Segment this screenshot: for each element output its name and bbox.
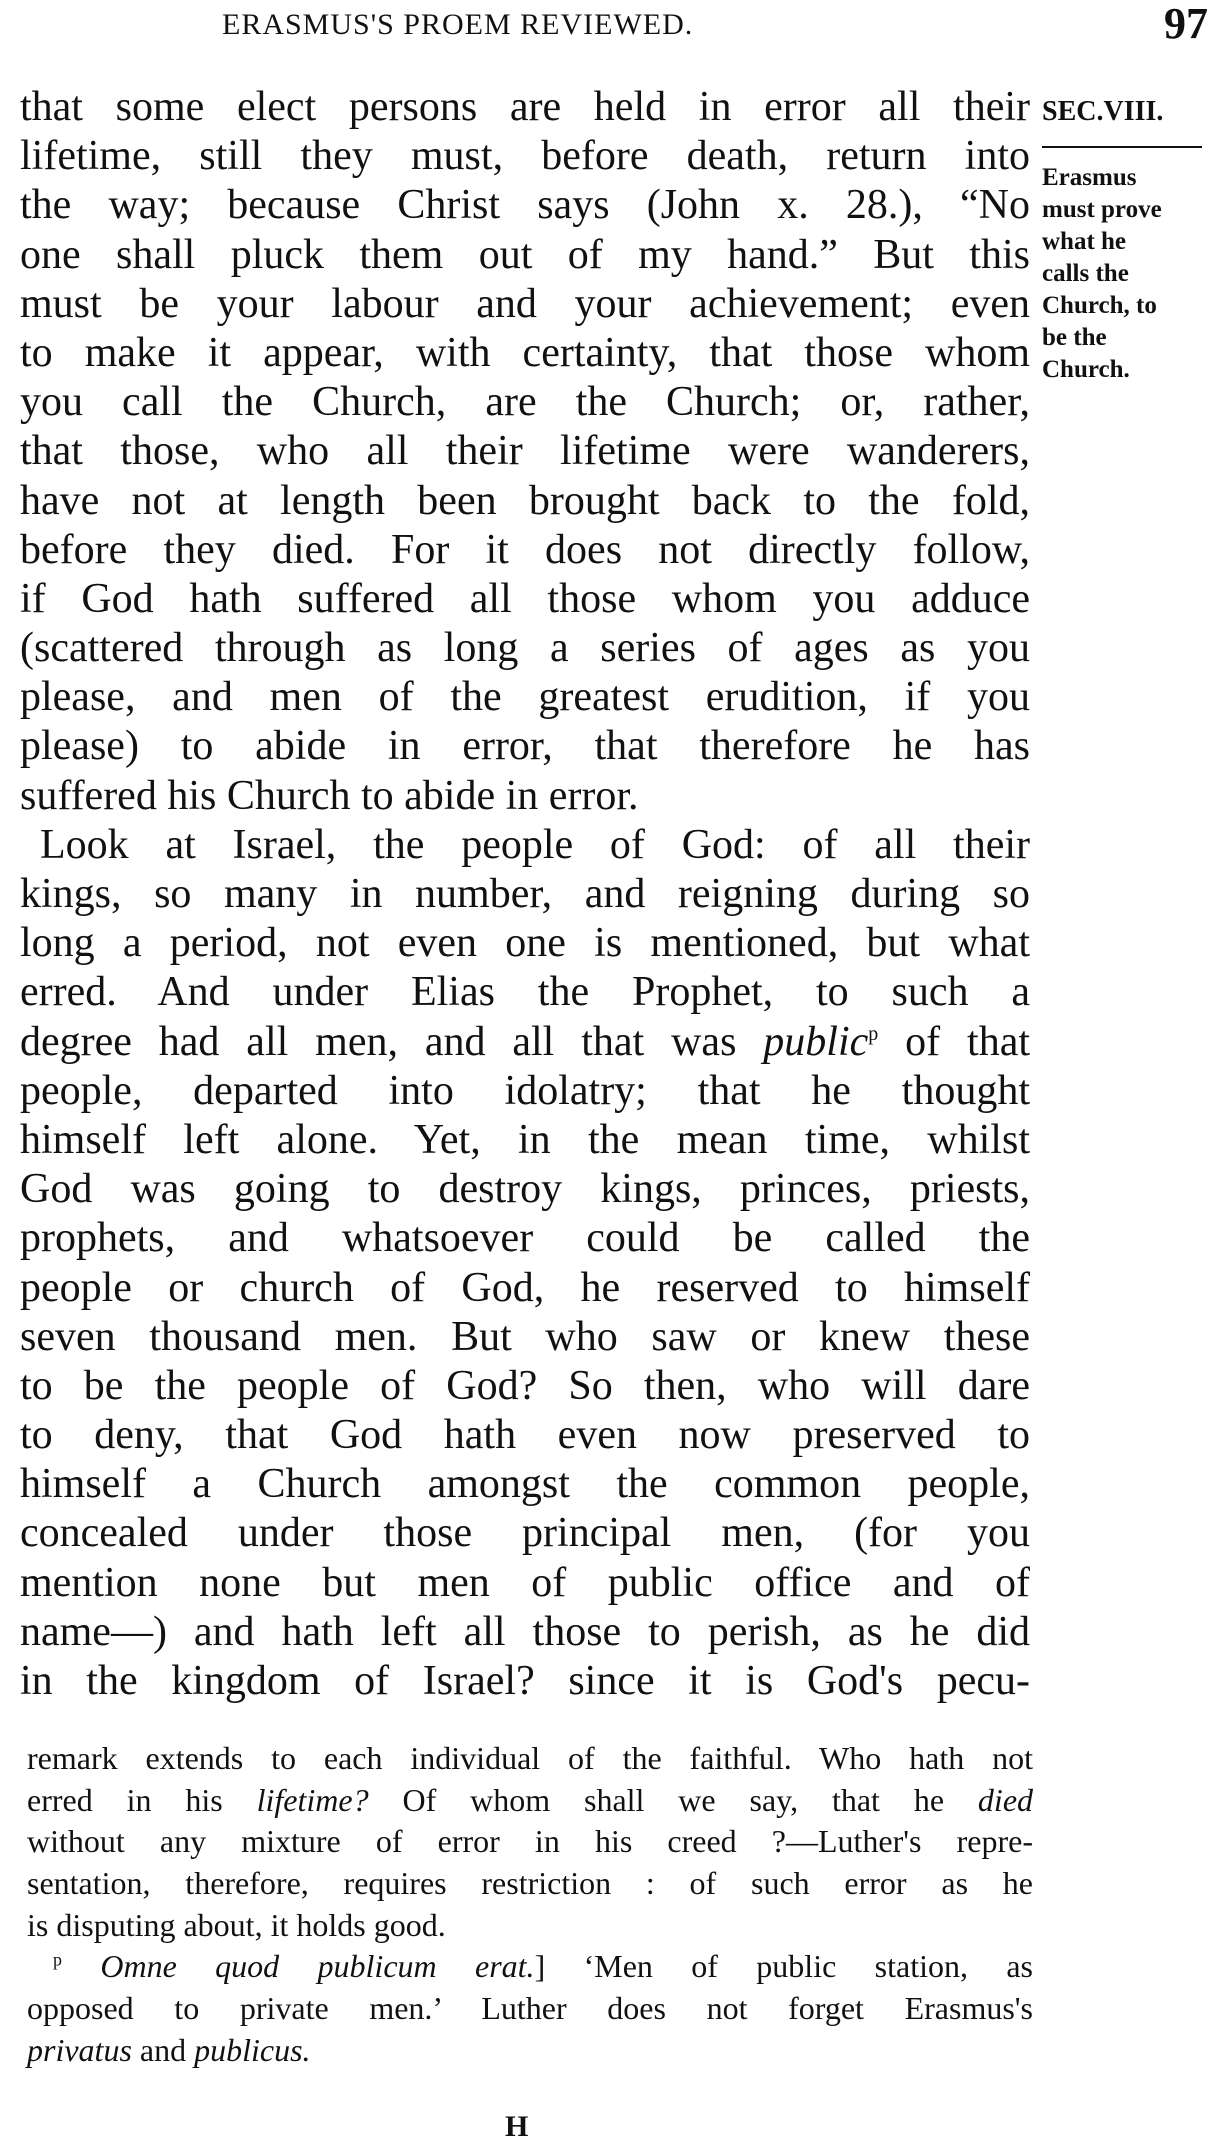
footnote-line [27,1863,1033,1905]
body-line [20,1018,1030,1067]
footnote-marker: p [53,1949,62,1970]
margin-note-line: Church, to [1042,292,1157,319]
text-segment: suffered his Church to abide in error. [20,772,639,819]
body-line [20,722,1030,771]
body-line [20,821,1030,870]
text-segment: have not at length been brought back to the fold, [20,477,1030,524]
text-segment: Look at Israel, the people of God: of all their [40,821,1030,868]
body-line [20,1509,1030,1558]
text-segment: opposed to private men.’ Luther does not forget Erasmus's [27,1990,1033,2027]
text-segment: to deny, that God hath even now preserved to [20,1412,1030,1459]
text-segment: mention none but men of public office and of [20,1559,1030,1606]
text-segment: that those, who all their lifetime were wanderers, [20,428,1030,475]
body-line [20,231,1030,280]
italic-text: privatus [27,2031,132,2068]
running-title: ERASMUS'S PROEM REVIEWED. [222,8,694,41]
footnote-line [27,1738,1033,1780]
body-line [20,1165,1030,1214]
body-line [20,919,1030,968]
text-segment: if God hath suffered all those whom you adduce [20,575,1030,622]
footnote-line [27,2030,1033,2072]
margin-note-line: Church. [1042,356,1130,383]
page-number: 97 [1164,0,1208,48]
body-line [20,1657,1030,1706]
text-segment: kings, so many in number, and reigning during so [20,871,1030,917]
body-line [20,968,1030,1017]
margin-note-line: Erasmus [1042,164,1137,191]
text-segment: the way; because Christ says (John x. 28.), “No [20,182,1030,229]
text-segment: (scattered through as long a series of ages as you [20,625,1030,672]
margin-note-text [1042,162,1218,386]
footnote-line [27,1780,1033,1822]
section-label: SEC.VIII. [1042,96,1164,127]
body-line [20,624,1030,673]
italic-text: publicus. [194,2031,311,2068]
text-segment: that some elect persons are held in error all their [20,84,1030,130]
signature-mark: H [505,2110,529,2143]
text-segment: you call the Church, are the Church; or, rather, [20,379,1030,426]
text-segment: of that [878,1018,1031,1065]
margin-note-line: must prove [1042,196,1162,223]
body-line [20,477,1030,526]
body-line [20,1214,1030,1263]
text-segment: Of whom shall we say, that he [368,1781,978,1818]
text-segment: erred. And under Elias the Prophet, to such a [20,969,1030,1016]
text-segment: please, and men of the greatest erudition, if you [20,674,1030,721]
body-line [20,1362,1030,1411]
text-segment: before they died. For it does not directly follow, [20,526,1030,573]
text-segment: God was going to destroy kings, princes, priests, [20,1166,1030,1213]
text-segment: sentation, therefore, requires restriction : of such error as he [27,1865,1033,1902]
body-line [20,181,1030,230]
text-segment: people or church of God, he reserved to himself [20,1264,1030,1311]
margin-note-line: what he [1042,228,1127,255]
body-line [20,772,1030,821]
body-line [20,1460,1030,1509]
body-line [20,427,1030,476]
text-segment: one shall pluck them out of my hand.” But this [20,231,1030,278]
italic-text: public [763,1018,869,1065]
body-line [20,280,1030,329]
footnote-line [27,1821,1033,1863]
body-line [20,1067,1030,1116]
text-segment: name—) and hath left all those to perish, as he did [20,1608,1030,1655]
text-segment: himself a Church amongst the common people, [20,1461,1030,1508]
text-segment: without any mixture of error in his creed ?—Luther's repre- [27,1823,1033,1860]
text-segment: lifetime, still they must, before death, return into [20,133,1030,180]
body-line [20,526,1030,575]
body-line [20,673,1030,722]
text-segment: erred in his [27,1781,257,1818]
footnote-line [27,1905,1033,1947]
body-line [20,329,1030,378]
body-line [20,83,1030,132]
body-text [20,83,1030,1706]
body-line [20,1559,1030,1608]
text-segment: please) to abide in error, that therefore he has [20,723,1030,770]
text-segment: is disputing about, it holds good. [27,1906,446,1943]
footnote-line [27,1946,1033,1988]
body-line [20,378,1030,427]
text-segment: ] ‘Men of public station, as [534,1948,1034,1985]
footnote-line [27,1988,1033,2030]
body-line [20,870,1030,919]
text-segment: in the kingdom of Israel? since it is God's pecu- [20,1658,1030,1704]
text-segment: degree had all men, and all that was [20,1018,764,1065]
text-segment: seven thousand men. But who saw or knew these [20,1313,1030,1360]
text-segment: to make it appear, with certainty, that those whom [20,329,1030,376]
text-segment: remark extends to each individual of the faithful. Who hath not [27,1740,1033,1776]
body-line [20,575,1030,624]
text-segment: prophets, and whatsoever could be called the [20,1215,1030,1262]
text-segment: people, departed into idolatry; that he thought [20,1067,1030,1114]
footnote-marker: p [868,1022,879,1045]
body-line [20,1411,1030,1460]
margin-note [1042,90,1218,386]
body-line [20,1116,1030,1165]
italic-text: Omne quod publicum erat. [100,1948,535,1985]
text-segment: himself left alone. Yet, in the mean time, whilst [20,1116,1030,1163]
body-line [20,1264,1030,1313]
margin-note-line: calls the [1042,260,1129,287]
text-segment: concealed under those principal men, (for you [20,1510,1030,1557]
body-line [20,1313,1030,1362]
text-segment: must be your labour and your achievement; even [20,280,1030,327]
text-segment: and [131,2031,195,2068]
text-segment: to be the people of God? So then, who will dare [20,1362,1030,1409]
body-line [20,1608,1030,1657]
margin-note-line: be the [1042,324,1107,351]
body-line [20,132,1030,181]
italic-text: lifetime? [256,1781,369,1818]
italic-text: died [977,1781,1034,1818]
section-rule [1042,146,1202,148]
footnotes [27,1738,1033,2072]
text-segment: long a period, not even one is mentioned, but what [20,920,1030,967]
text-segment [62,1948,100,1984]
